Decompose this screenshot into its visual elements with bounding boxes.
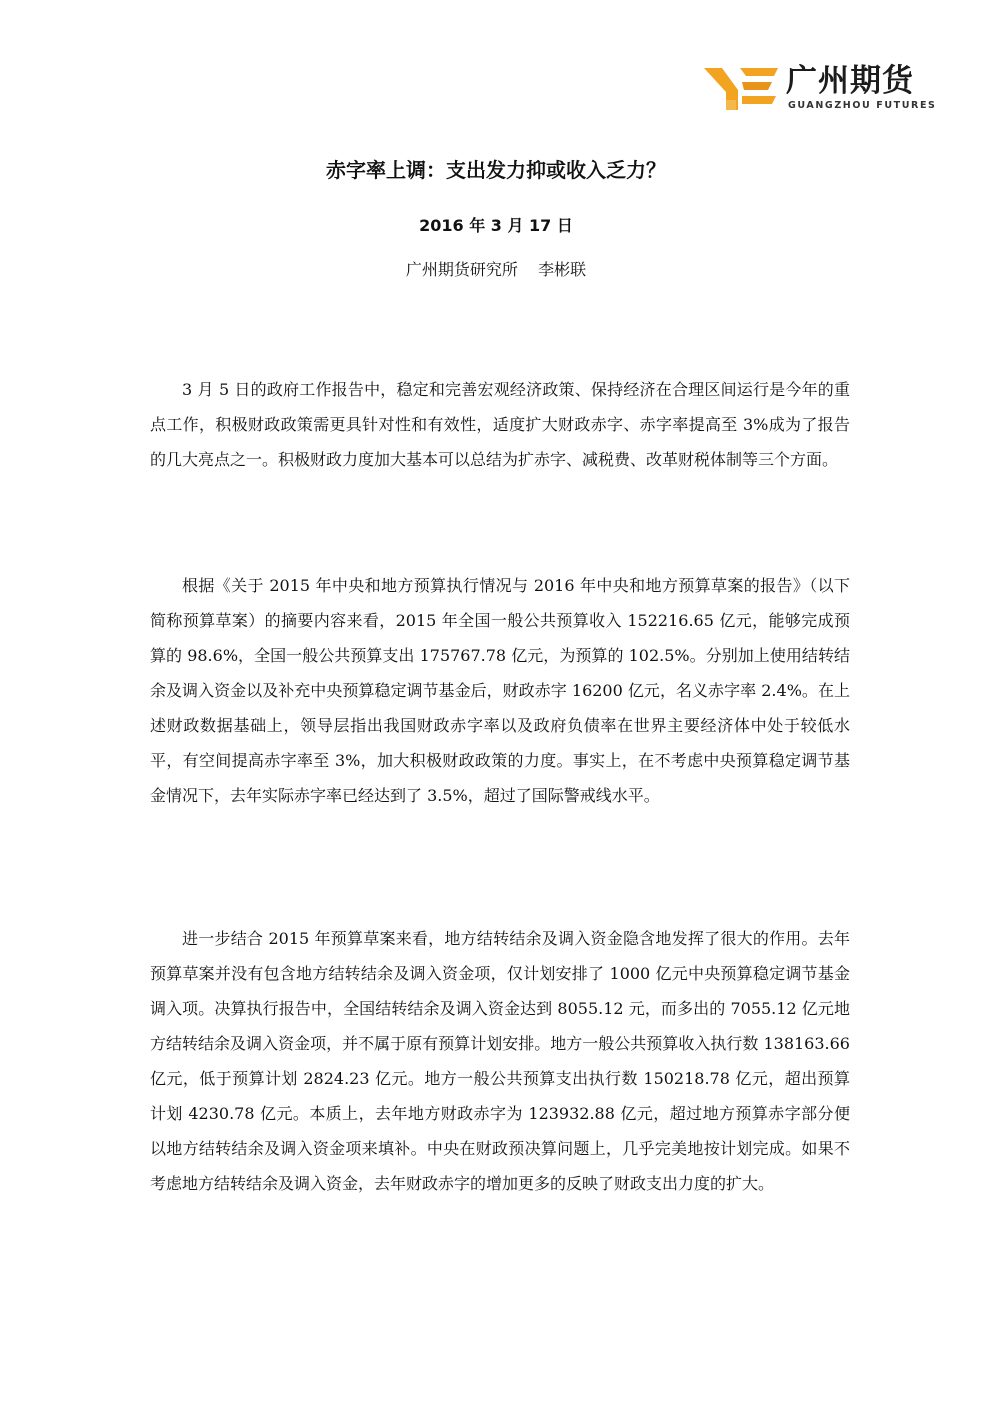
- logo-english-name: GUANGZHOU FUTURES: [788, 100, 937, 111]
- paragraph: 进一步结合 2015 年预算草案来看，地方结转结余及调入资金隐含地发挥了很大的作用。去年预算草案并没有包含地方结转结余及调入资金项，仅计划安排了 1000 亿元中央预算稳定调节基金调入项。决算执行报告中，全国结转结余及调入资金达到 8055.12 元，而多出的 7055.12 亿元地方结转结余及调入资金项，并不属于原有预算计划安排。地方一般公共预算收入执行数 138163.66 亿元，低于预算计划 2824.23 亿元。地方一般公共预算支出执行数 150218.78 亿元，超出预算计划 4230.78 亿元。本质上，去年地方财政赤字为 123932.88 亿元，超过地方预算赤字部分便以地方结转结余及调入资金项来填补。中央在财政预决算问题上，几乎完美地按计划完成。如果不考虑地方结转结余及调入资金，去年财政赤字的增加更多的反映了财政支出力度的扩大。: [150, 929, 850, 1193]
- document-date: 2016 年 3 月 17 日: [419, 216, 573, 235]
- document-title: 赤字率上调：支出发力抑或收入乏力？: [326, 158, 666, 182]
- guangzhou-futures-logo-icon: [702, 64, 780, 114]
- company-logo: [702, 63, 937, 114]
- document-author: 广州期货研究所 李彬联: [405, 260, 587, 279]
- logo-chinese-name: 广州期货: [786, 63, 914, 99]
- paragraph: 3 月 5 日的政府工作报告中，稳定和完善宏观经济政策、保持经济在合理区间运行是今年的重点工作，积极财政政策需更具针对性和有效性，适度扩大财政赤字、赤字率提高至 3%成为了报告的几大亮点之一。积极财政力度加大基本可以总结为扩赤字、减税费、改革财税体制等三个方面。: [150, 380, 850, 469]
- paragraph: 根据《关于 2015 年中央和地方预算执行情况与 2016 年中央和地方预算草案的报告》（以下简称预算草案）的摘要内容来看，2015 年全国一般公共预算收入 152216.65 亿元，能够完成预算的 98.6%，全国一般公共预算支出 175767.78 亿元，为预算的 102.5%。分别加上使用结转结余及调入资金以及补充中央预算稳定调节基金后，财政赤字 16200 亿元，名义赤字率 2.4%。在上述财政数据基础上，领导层指出我国财政赤字率以及政府负债率在世界主要经济体中处于较低水平，有空间提高赤字率至 3%，加大积极财政政策的力度。事实上，在不考虑中央预算稳定调节基金情况下，去年实际赤字率已经达到了 3.5%，超过了国际警戒线水平。: [150, 576, 850, 805]
